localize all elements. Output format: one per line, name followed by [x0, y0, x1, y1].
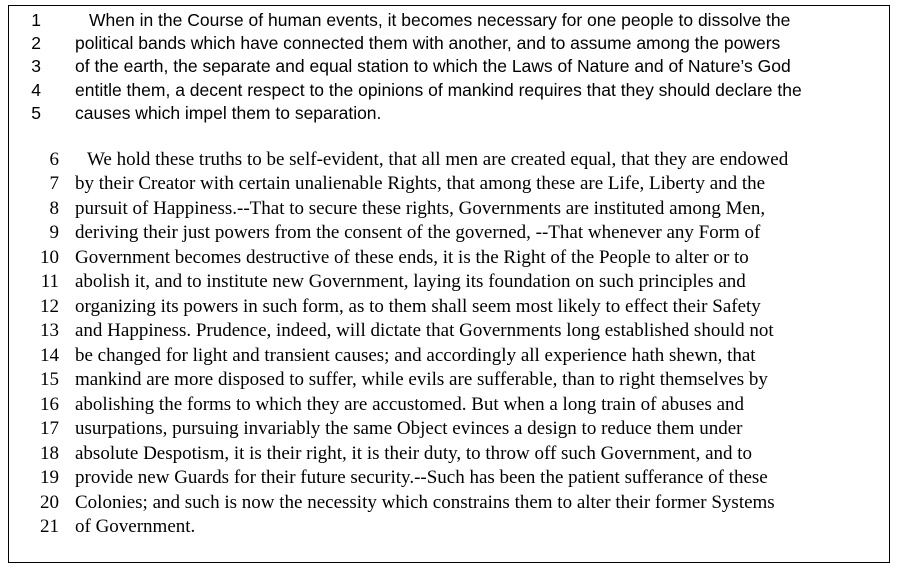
document-frame [8, 5, 890, 563]
line-text: abolishing the forms to which they are accustomed. But when a long train of abuses and [75, 394, 745, 415]
line-number: 21 [40, 516, 59, 537]
line-number: 7 [49, 173, 59, 194]
line-number: 10 [40, 247, 59, 268]
line-text: causes which impel them to separation. [75, 103, 382, 123]
line-text: political bands which have connected them with another, and to assume among the powers [75, 33, 781, 53]
line-text: abolish it, and to institute new Government, laying its foundation on such principles and [75, 271, 746, 292]
line-number: 11 [40, 271, 59, 292]
line-text: When in the Course of human events, it becomes necessary for one people to dissolve the [89, 10, 791, 30]
line-text: be changed for light and transient causes; and accordingly all experience hath shewn, that [75, 345, 756, 366]
line-number: 17 [40, 418, 59, 439]
line-text: of Government. [75, 516, 196, 537]
line-text: We hold these truths to be self-evident, that all men are created equal, that they are endowed [87, 149, 789, 170]
line-number: 4 [31, 80, 41, 100]
line-text: usurpations, pursuing invariably the same Object evinces a design to reduce them under [75, 418, 743, 439]
line-number: 16 [40, 394, 59, 415]
line-text: deriving their just powers from the consent of the governed, --That whenever any Form of [75, 222, 761, 243]
line-text: organizing its powers in such form, as to them shall seem most likely to effect their Safety [75, 296, 761, 317]
line-number: 9 [49, 222, 59, 243]
line-text: absolute Despotism, it is their right, it is their duty, to throw off such Government, and to [75, 443, 753, 464]
line-text: by their Creator with certain unalienable Rights, that among these are Life, Liberty and the [75, 173, 766, 194]
line-number: 13 [40, 320, 59, 341]
line-text: mankind are more disposed to suffer, while evils are sufferable, than to right themselves by [75, 369, 768, 390]
line-text: pursuit of Happiness.--That to secure these rights, Governments are instituted among Men, [75, 198, 766, 219]
line-text: Colonies; and such is now the necessity which constrains them to alter their former Systems [75, 492, 775, 513]
line-number: 18 [40, 443, 59, 464]
line-number: 14 [40, 345, 59, 366]
line-number: 8 [49, 198, 59, 219]
line-number: 1 [31, 10, 41, 30]
line-number: 15 [40, 369, 59, 390]
line-text: of the earth, the separate and equal station to which the Laws of Nature and of Nature’s God [75, 56, 791, 76]
line-number: 2 [31, 33, 41, 53]
line-number: 20 [40, 492, 59, 513]
line-text: provide new Guards for their future security.--Such has been the patient sufferance of these [75, 467, 768, 488]
line-text: and Happiness. Prudence, indeed, will dictate that Governments long established should not [75, 320, 774, 341]
line-number: 6 [49, 149, 59, 170]
line-number: 12 [40, 296, 59, 317]
line-number: 19 [40, 467, 59, 488]
line-text: entitle them, a decent respect to the opinions of mankind requires that they should declare the [75, 80, 802, 100]
line-number: 5 [31, 103, 41, 123]
line-number: 3 [31, 56, 41, 76]
line-text: Government becomes destructive of these ends, it is the Right of the People to alter or to [75, 247, 749, 268]
